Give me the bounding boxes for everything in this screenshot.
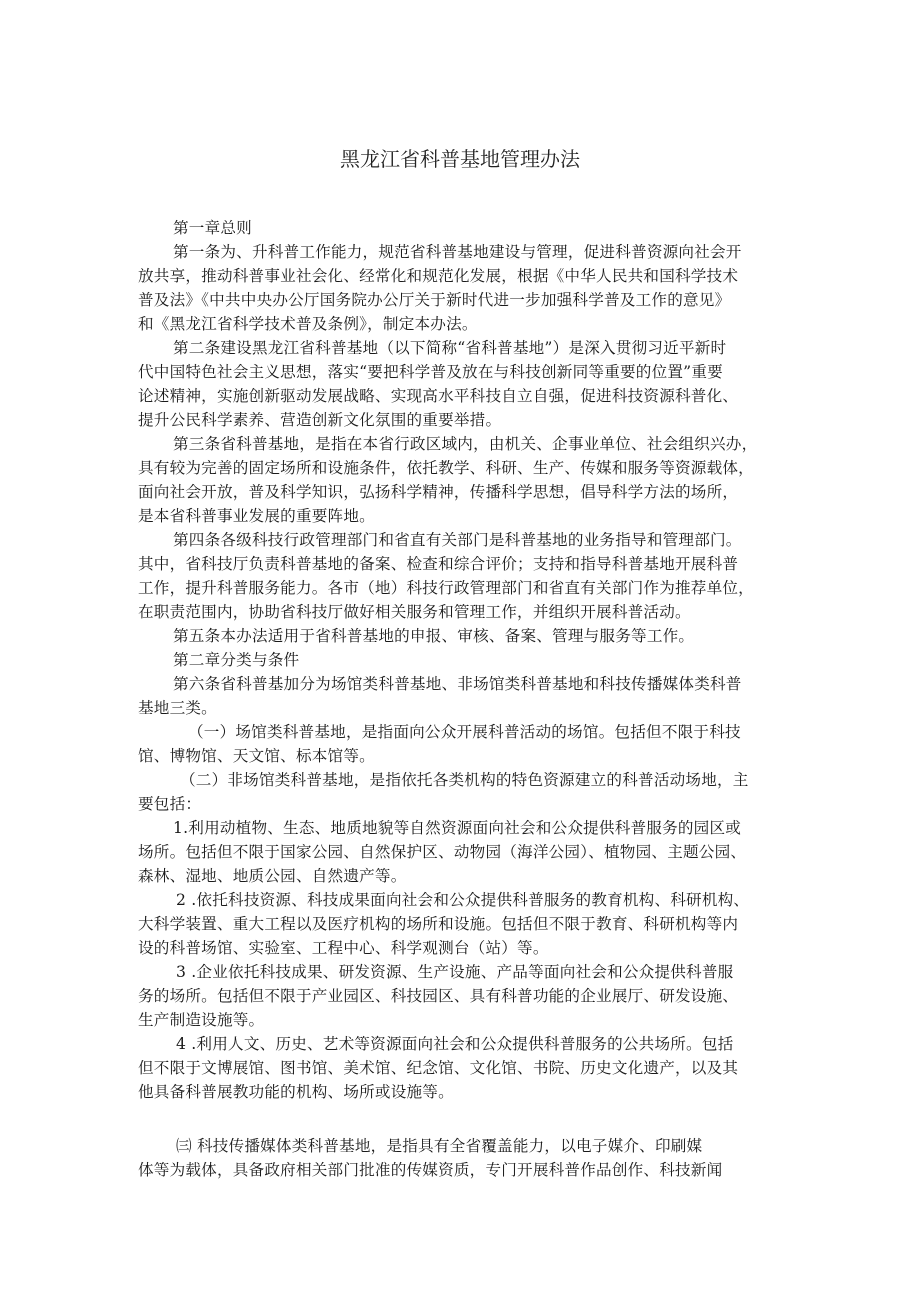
paragraph-line: 第三条省科普基地，是指在本省行政区域内，由机关、企事业单位、社会组织兴办， (173, 435, 758, 453)
paragraph-line: 第二条建设黑龙江省科普基地（以下简称“省科普基地”）是深入贯彻习近平新时 (173, 339, 727, 357)
paragraph-gap (138, 1104, 798, 1134)
paragraph-line: 其中，省科技厅负责科普基地的备案、检查和综合评价；支持和指导科普基地开展科普 (138, 555, 739, 573)
document-body (138, 216, 798, 1182)
paragraph-line: （一）场馆类科普基地，是指面向公众开展科普活动的场馆。包括但不限于科技 (188, 723, 741, 741)
paragraph-line: 基地三类。 (138, 699, 217, 717)
chapter-heading: 第一章总则 (173, 219, 252, 237)
paragraph-line: 体等为载体，具备政府相关部门批准的传媒资质，专门开展科普作品创作、科技新闻 (138, 1161, 723, 1179)
paragraph-line: 要包括： (138, 795, 202, 813)
paragraph-line: 普及法》《中共中央办公厅国务院办公厅关于新时代进一步加强科学普及工作的意见》 (138, 291, 731, 309)
paragraph-line: 面向社会开放，普及科学知识，弘扬科学精神，传播科学思想，倡导科学方法的场所， (138, 483, 739, 501)
paragraph-line: 2 .依托科技资源、科技成果面向社会和公众提供科普服务的教育机构、科研机构、 (176, 891, 750, 909)
paragraph-line: 1.利用动植物、生态、地质地貌等自然资源面向社会和公众提供科普服务的园区或 (173, 819, 742, 837)
paragraph-line: 第四条各级科技行政管理部门和省直有关部门是科普基地的业务指导和管理部门。 (173, 531, 742, 549)
document-title: 黑龙江省科普基地管理办法 (340, 147, 580, 171)
paragraph-line: 工作，提升科普服务能力。各市（地）科技行政管理部门和省直有关部门作为推荐单位， (138, 579, 754, 597)
paragraph-line: 大科学装置、重大工程以及医疗机构的场所和设施。包括但不限于教育、科研机构等内 (138, 915, 739, 933)
chapter-heading: 第二章分类与条件 (173, 651, 300, 669)
paragraph-line: 和《黑龙江省科学技术普及条例》，制定本办法。 (138, 315, 478, 333)
paragraph-line: 他具备科普展教功能的机构、场所或设施等。 (138, 1083, 454, 1101)
paragraph-line: 在职责范围内，协助省科技厅做好相关服务和管理工作，并组织开展科普活动。 (138, 603, 691, 621)
paragraph-line: 第一条为、升科普工作能力，规范省科普基地建设与管理，促进科普资源向社会开 (173, 243, 742, 261)
paragraph-line: 4 .利用人文、历史、艺术等资源面向社会和公众提供科普服务的公共场所。包括 (176, 1035, 734, 1053)
paragraph-line: 生产制造设施等。 (138, 1011, 265, 1029)
paragraph-line: 提升公民科学素养、营造创新文化氛围的重要举措。 (138, 411, 502, 429)
paragraph-line: 森林、湿地、地质公园、自然遗产等。 (138, 867, 407, 885)
paragraph-line: 场所。包括但不限于国家公园、自然保护区、动物园（海洋公园）、植物园、主题公园、 (138, 843, 747, 861)
paragraph-line: 第五条本办法适用于省科普基地的申报、审核、备案、管理与服务等工作。 (173, 627, 695, 645)
paragraph-line: 务的场所。包括但不限于产业园区、科技园区、具有科普功能的企业展厅、研发设施、 (138, 987, 739, 1005)
paragraph-line: （二）非场馆类科普基地，是指依托各类机构的特色资源建立的科普活动场地，主 (180, 771, 749, 789)
paragraph-line: 是本省科普事业发展的重要阵地。 (138, 507, 375, 525)
paragraph-line: 设的科普场馆、实验室、工程中心、科学观测台（站）等。 (138, 939, 549, 957)
paragraph-line: 代中国特色社会主义思想，落实“要把科学普及放在与科技创新同等重要的位置”重要 (138, 363, 723, 381)
paragraph-line: 第六条省科普基加分为场馆类科普基地、非场馆类科普基地和科技传播媒体类科普 (173, 675, 742, 693)
paragraph-line: 但不限于文博展馆、图书馆、美术馆、纪念馆、文化馆、书院、历史文化遗产，以及其 (138, 1059, 739, 1077)
paragraph-line: 放共享，推动科普事业社会化、经常化和规范化发展，根据《中华人民共和国科学技术 (138, 267, 739, 285)
paragraph-line: 具有较为完善的固定场所和设施条件，依托教学、科研、生产、传媒和服务等资源载体， (138, 459, 754, 477)
paragraph-line: 馆、博物馆、天文馆、标本馆等。 (138, 747, 375, 765)
paragraph-line: 3 .企业依托科技成果、研发资源、生产设施、产品等面向社会和公众提供科普服 (176, 963, 734, 981)
paragraph-line: 论述精神，实施创新驱动发展战略、实现高水平科技自立自强，促进科技资源科普化、 (138, 387, 739, 405)
paragraph-line: ㈢ 科技传播媒体类科普基地，是指具有全省覆盖能力，以电子媒介、印刷媒 (176, 1137, 703, 1155)
